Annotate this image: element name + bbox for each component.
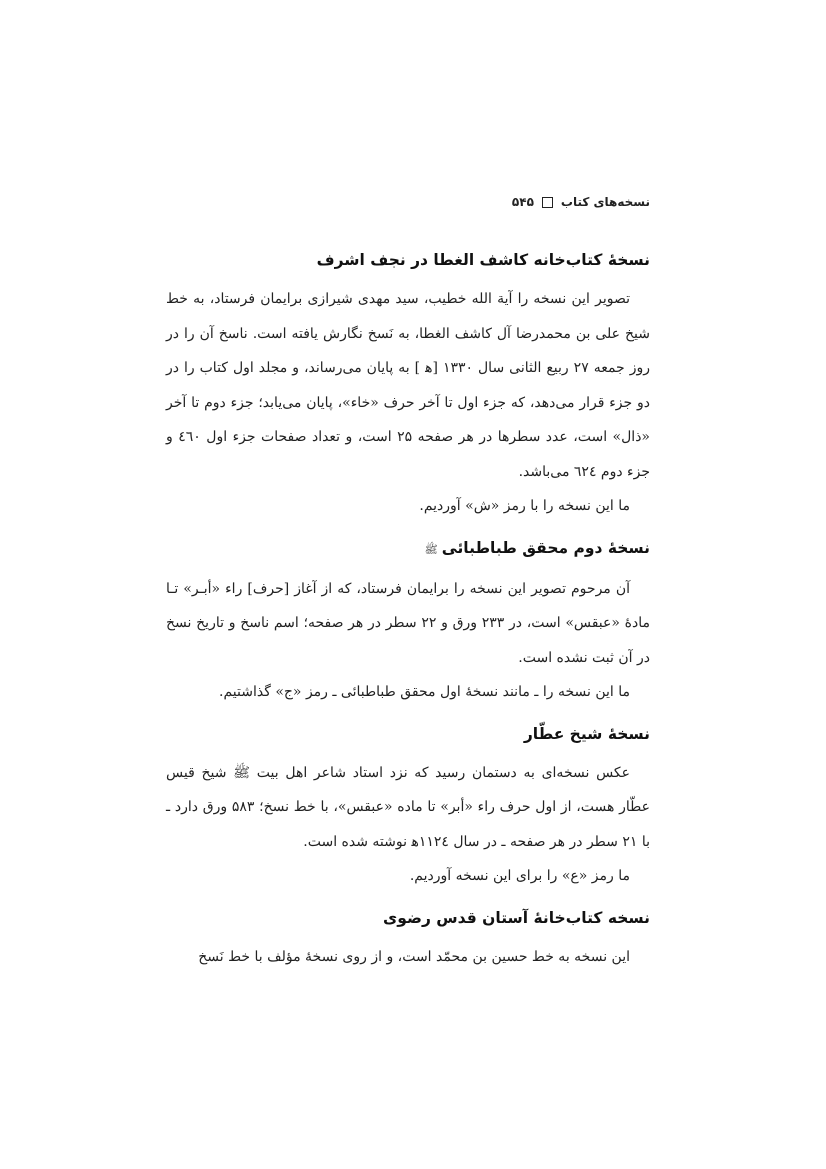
section-note: ما این نسخه را ـ مانند نسخهٔ اول محقق طباطبائی ـ رمز «ج» گذاشتیم. <box>219 684 630 700</box>
section-title: نسخهٔ شیخ عطّار <box>523 724 650 743</box>
section-paragraph: آن مرحوم تصویر این نسخه را برایمان فرستاد، که از آغاز [حرف] راء «أبـر» تـا مادهٔ «عبقس» است، در ۲۳۳ ورق و ۲۲ سطر در هر صفحه؛ اسم ناسخ و تاریخ نسخ در آن ثبت نشده است. <box>166 580 651 666</box>
running-header <box>166 190 650 214</box>
section-note: ما رمز «ع» را برای این نسخه آوردیم. <box>409 868 630 884</box>
section-paragraph: تصویر این نسخه را آیة الله خطیب، سید مهدی شیرازی برایمان فرستاد، به خط شیخ علی بن محمدرضا آل کاشف الغطا، به نَسخ نگارش یافته است. ناسخ آن را در روز جمعه ۲۷ ربیع الثانی سال ۱۳۳۰ [ه‍ ] به پایان می‌رساند، و مجلد اول کتاب را در دو جزء قرار می‌دهد، که جزء اول تا آخر حرف «خاء»، پایان می‌یابد؛ جزء دوم تا آخر «ذال» است، عدد سطرها در هر صفحه ۲۵ است، و تعداد صفحات جزء اول ٤٦٠ و جزء دوم ٦٢٤ می‌باشد. <box>166 291 650 480</box>
section-tabatabai-second <box>166 536 650 710</box>
section-title: نسخه کتاب‌خانهٔ آستان قدس رضوی <box>383 908 650 927</box>
section-title <box>166 536 650 562</box>
running-title: نسخه‌های کتاب <box>560 195 650 209</box>
section-title-text: نسخهٔ دوم محقق طباطبائی <box>441 538 650 557</box>
section-paragraph: عکس نسخه‌ای به دستمان رسید که نزد استاد شاعر اهل بیت ﷺ شیخ قیس عطّار هست، از اول حرف راء «أبر» تا ماده «عبقس»، با خط نسخ؛ ۵۸۳ ورق دارد ـ با ۲۱ سطر در هر صفحه ـ در سال ۱۱۲٤ه‍ نوشته شده است. <box>166 764 650 850</box>
page-number: ۵۴۵ <box>511 195 534 209</box>
section-kashif-al-ghita <box>166 248 650 524</box>
section-title: نسخهٔ کتاب‌خانه کاشف الغطا در نجف اشرف <box>316 251 650 269</box>
section-paragraph: این نسخه به خط حسین بن محمّد است، و از روی نسخهٔ مؤلف با خط نَسخ <box>198 948 630 965</box>
square-bullet-icon <box>542 197 553 208</box>
section-note: ما این نسخه را با رمز «ش» آوردیم. <box>419 498 630 514</box>
section-sheikh-attar <box>166 722 650 894</box>
document-page <box>166 190 650 970</box>
honorific-glyph: ﷺ <box>424 542 438 556</box>
section-astan-quds <box>166 906 650 975</box>
